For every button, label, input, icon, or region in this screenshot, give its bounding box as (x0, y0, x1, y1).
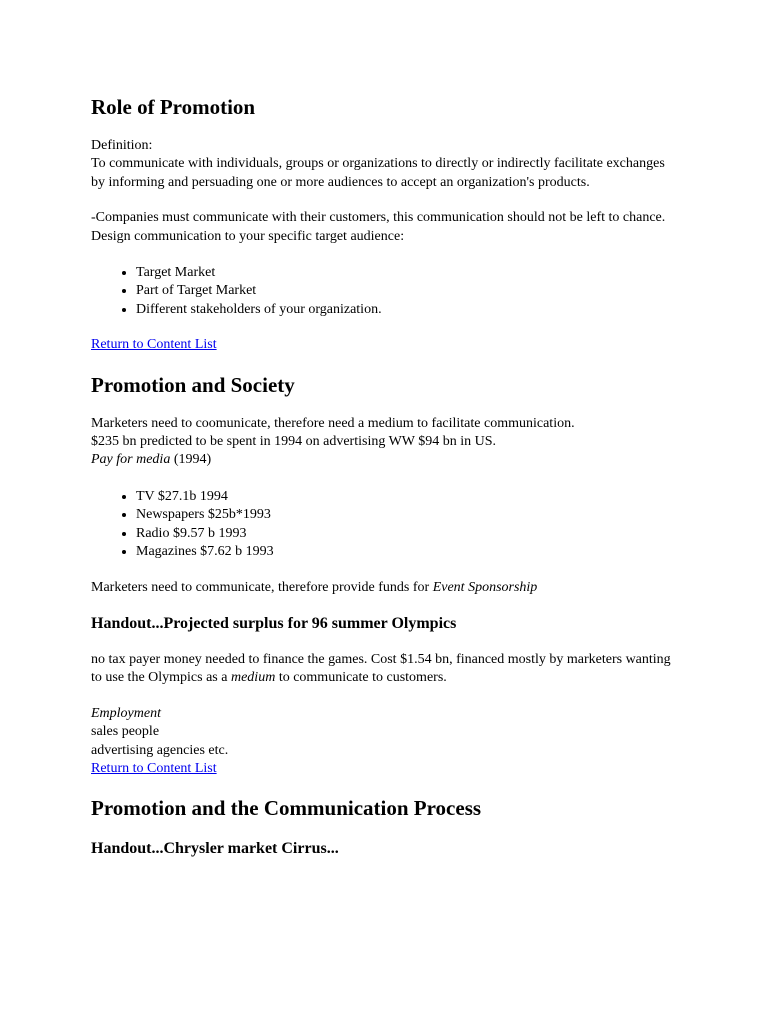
list-item: • TV $27.1b 1994 (136, 488, 681, 506)
list-item: • Different stakeholders of your organization. (136, 301, 681, 319)
employment-paragraph (91, 705, 681, 779)
employment-label: Employment (91, 705, 161, 721)
section-heading-role-of-promotion: Role of Promotion (91, 95, 256, 119)
society-line-2: $235 bn predicted to be spent in 1994 on advertising WW $94 bn in US. (91, 434, 497, 450)
media-spending-list (91, 488, 681, 562)
communication-paragraph (91, 209, 681, 246)
olympics-paragraph (91, 651, 681, 688)
pay-for-media-label: Pay for media (91, 452, 171, 468)
employment-line-1: sales people (91, 724, 160, 740)
event-sponsorship-label: Event Sponsorship (432, 579, 538, 595)
sponsorship-paragraph (91, 579, 681, 597)
section-heading-communication-process: Promotion and the Communication Process (91, 796, 482, 821)
target-audience-list (91, 264, 681, 319)
list-item: • Radio $9.57 b 1993 (136, 525, 681, 543)
list-item: • Newspapers $25b*1993 (136, 506, 681, 524)
employment-line-2: advertising agencies etc. (91, 742, 229, 758)
definition-label: Definition: (91, 138, 153, 153)
return-to-content-list-link[interactable]: Return to Content List (91, 337, 217, 353)
sponsorship-text: Marketers need to communicate, therefore provide funds for (91, 579, 433, 595)
return-to-content-list-link[interactable]: Return to Content List (91, 760, 217, 776)
communication-line-1: -Companies must communicate with their customers, this communication should not be left to chance. (91, 210, 666, 226)
medium-label: medium (230, 670, 276, 686)
communication-line-2: Design communication to your specific target audience: (91, 228, 405, 244)
return-link-wrapper-1 (91, 336, 681, 354)
pay-for-media-year: (1994) (170, 452, 212, 468)
list-item: • Magazines $7.62 b 1993 (136, 543, 681, 561)
list-item: • Target Market (136, 264, 681, 282)
olympics-text-1: no tax payer money needed to finance the games. Cost $1.54 bn, financed mostly by marketers wanting to use the Olympics as a (91, 651, 671, 686)
section-heading-promotion-and-society: Promotion and Society (91, 372, 295, 397)
olympics-handout-heading: Handout...Projected surplus for 96 summer Olympics (91, 614, 457, 632)
chrysler-handout-heading: Handout...Chrysler market Cirrus... (91, 840, 339, 858)
list-item: • Part of Target Market (136, 282, 681, 300)
definition-paragraph (91, 137, 681, 192)
definition-text: To communicate with individuals, groups or organizations to directly or indirectly facilitate exchanges by informing and persuading one or more audiences to accept an organization's products. (91, 156, 665, 190)
society-paragraph (91, 415, 681, 470)
society-line-1: Marketers need to coomunicate, therefore need a medium to facilitate communication. (91, 415, 575, 431)
olympics-text-2: to communicate to customers. (275, 670, 447, 686)
